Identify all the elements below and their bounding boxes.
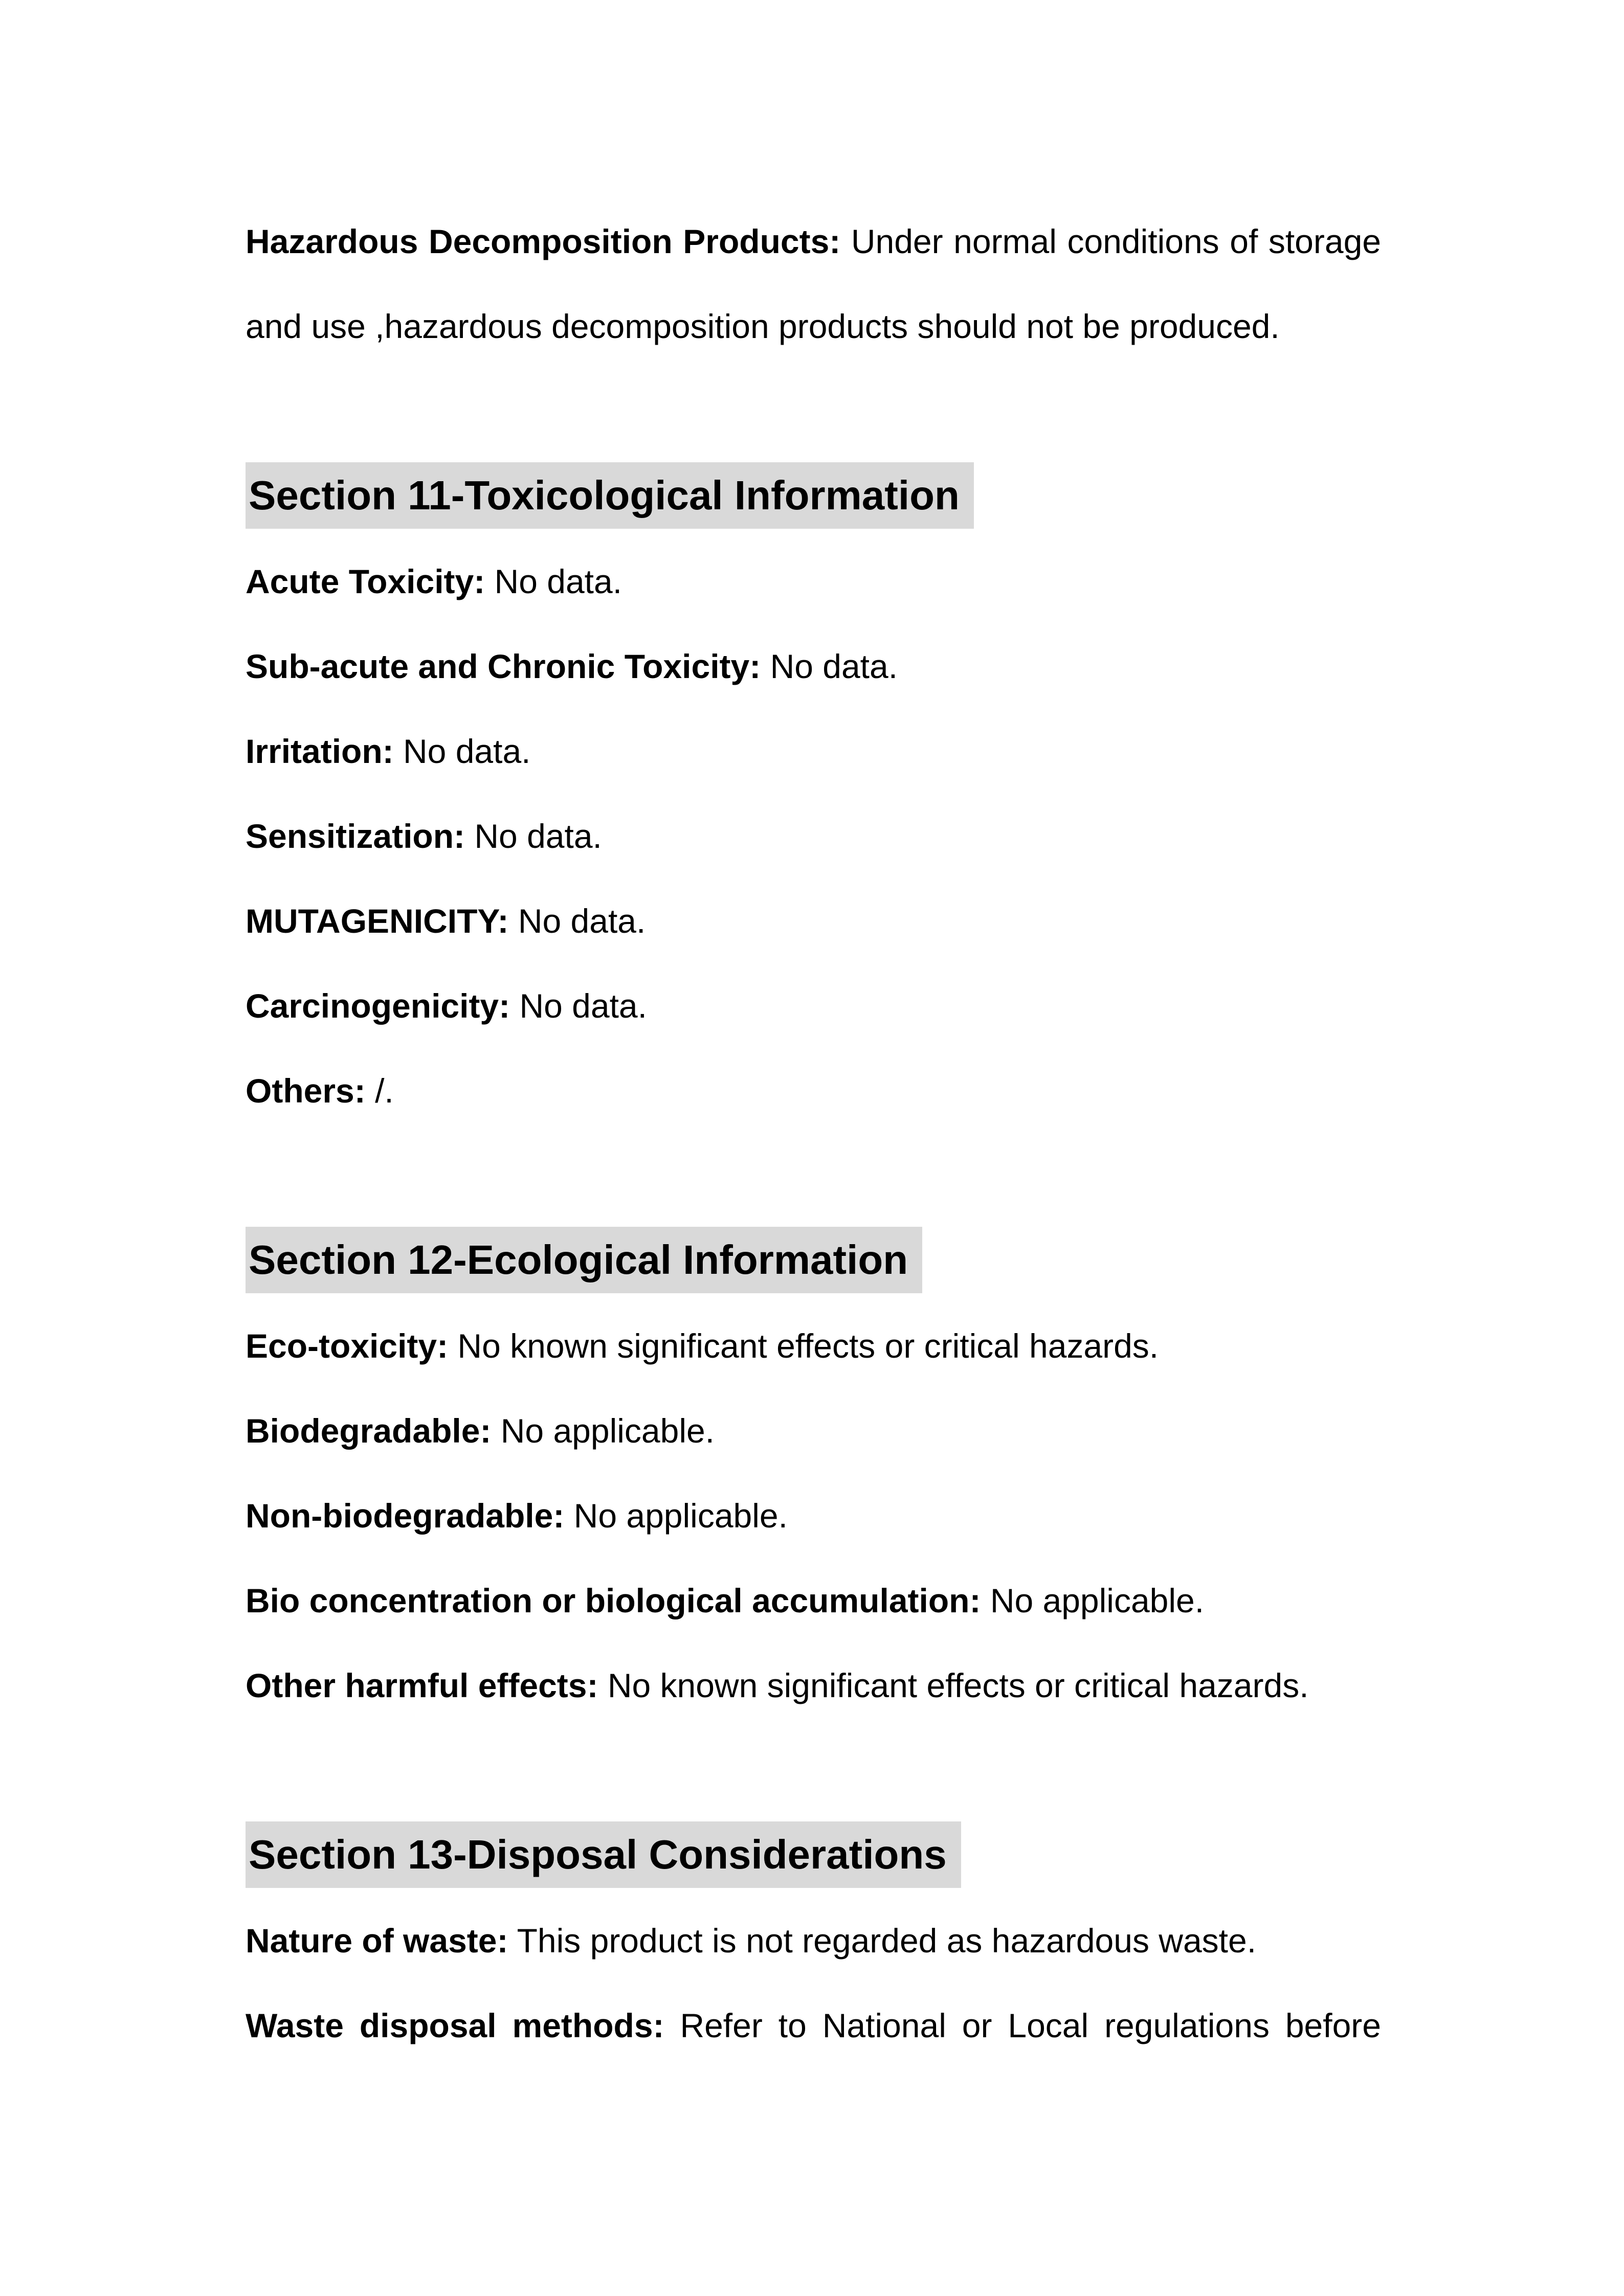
field-label: Nature of waste: [246,1922,508,1960]
section-11-title: Section 11-Toxicological Information [246,462,974,529]
field-value: No data. [770,647,898,685]
field-value: No applicable. [573,1497,788,1535]
field-value: No data. [494,562,622,600]
field-label: Others: [246,1072,366,1110]
field-irritation [246,709,1381,794]
field-value: This product is not regarded as hazardous waste. [517,1922,1257,1960]
field-label: Bio concentration or biological accumulation: [246,1582,981,1619]
field-value: Refer to National or Local regulations before [680,2007,1381,2044]
field-label: Eco-toxicity: [246,1327,449,1365]
field-label: Sub-acute and Chronic Toxicity: [246,647,761,685]
field-subacute-chronic-toxicity [246,624,1381,709]
field-nature-of-waste [246,1898,1381,1983]
field-label: Biodegradable: [246,1412,492,1450]
field-acute-toxicity [246,539,1381,624]
section-11-header-row [246,462,1381,529]
field-label: Sensitization: [246,817,465,855]
field-waste-disposal-methods [246,1983,1381,2068]
field-label: Irritation: [246,732,394,770]
field-label: Acute Toxicity: [246,562,485,600]
field-value: No data. [518,902,646,940]
field-biodegradable [246,1388,1381,1473]
field-label: MUTAGENICITY: [246,902,509,940]
field-non-biodegradable [246,1473,1381,1558]
field-mutagenicity [246,879,1381,963]
field-others [246,1048,1381,1133]
section-13-header-row [246,1821,1381,1888]
section-12-title: Section 12-Ecological Information [246,1227,922,1293]
field-other-harmful-effects [246,1643,1381,1728]
field-value: No applicable. [990,1582,1205,1619]
field-sensitization [246,794,1381,879]
field-label: Waste disposal methods: [246,2007,664,2044]
intro-paragraph-label: Hazardous Decomposition Products: [246,222,841,260]
section-13-title: Section 13-Disposal Considerations [246,1821,961,1888]
field-value: No data. [474,817,602,855]
field-label: Other harmful effects: [246,1667,598,1704]
field-value: No applicable. [500,1412,715,1450]
field-label: Non-biodegradable: [246,1497,565,1535]
intro-paragraph-text: Under normal conditions of storage and use ,hazardous decomposition products should not be produced. [246,222,1381,345]
intro-paragraph [246,199,1381,369]
field-carcinogenicity [246,963,1381,1048]
field-bio-concentration [246,1558,1381,1643]
field-label: Carcinogenicity: [246,987,510,1025]
field-value: /. [375,1072,394,1110]
field-value: No known significant effects or critical hazards. [457,1327,1159,1365]
field-value: No known significant effects or critical hazards. [607,1667,1309,1704]
field-value: No data. [403,732,531,770]
field-eco-toxicity [246,1303,1381,1388]
section-12-header-row [246,1227,1381,1293]
field-value: No data. [519,987,647,1025]
